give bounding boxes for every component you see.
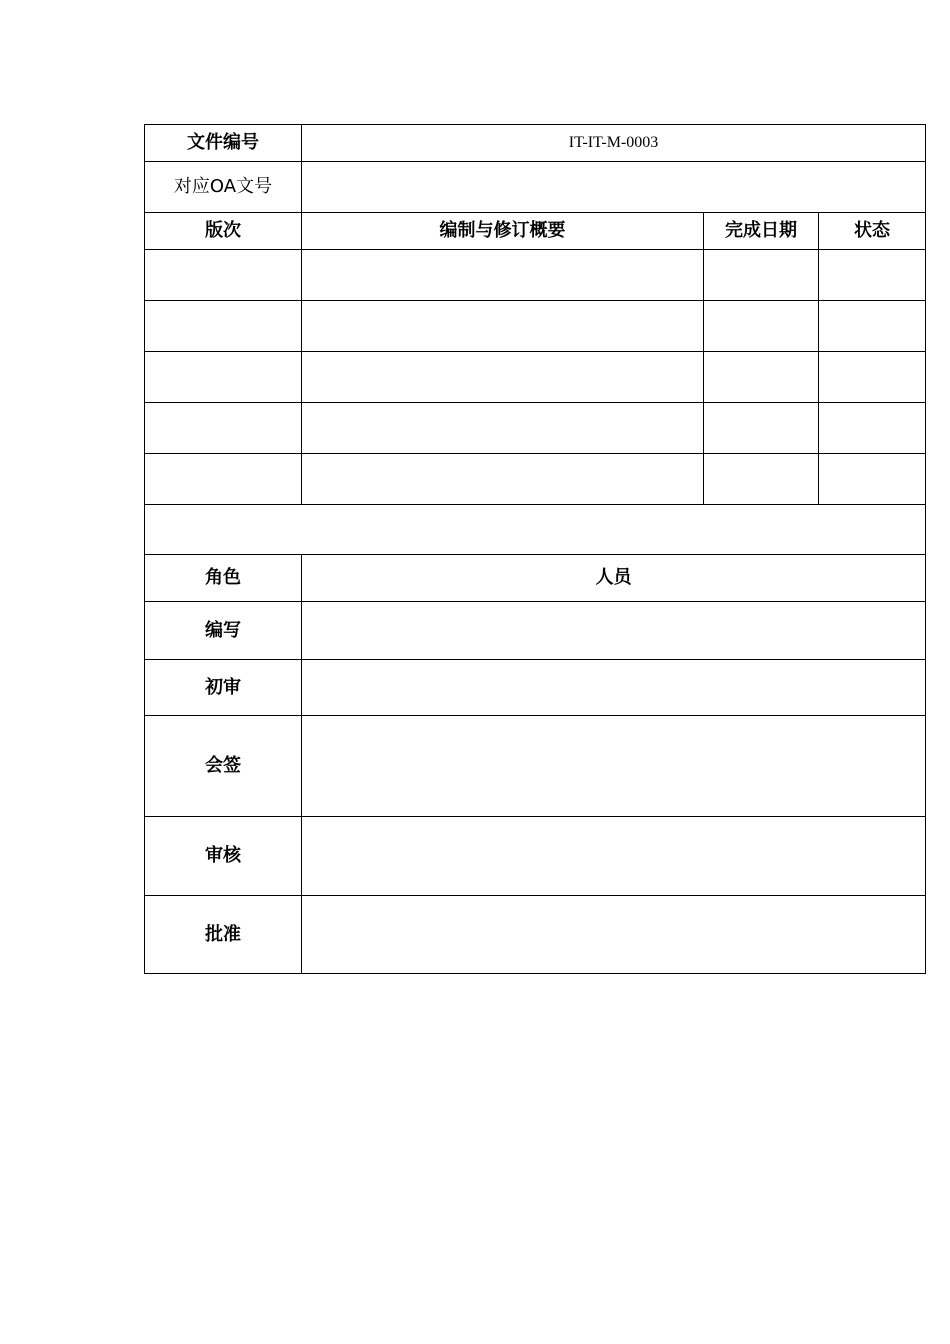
personnel-cell (302, 817, 926, 896)
version-header: 版次 (145, 213, 302, 250)
oa-number-value (302, 162, 926, 213)
version-cell (145, 250, 302, 301)
revision-row (145, 250, 926, 301)
status-cell (819, 352, 926, 403)
approval-header-row (145, 555, 926, 602)
personnel-cell (302, 716, 926, 817)
oa-number-label: 对应OA文号 (145, 162, 302, 213)
personnel-cell (302, 660, 926, 716)
completion-date-cell (704, 301, 819, 352)
status-cell (819, 403, 926, 454)
approval-row-countersign (145, 716, 926, 817)
role-header: 角色 (145, 555, 302, 602)
revision-row (145, 454, 926, 505)
status-header: 状态 (819, 213, 926, 250)
revision-row (145, 352, 926, 403)
completion-date-cell (704, 352, 819, 403)
role-cell: 初审 (145, 660, 302, 716)
personnel-cell (302, 896, 926, 974)
summary-cell (302, 250, 704, 301)
document-control-table (144, 124, 926, 974)
version-cell (145, 352, 302, 403)
spacer-cell (145, 505, 926, 555)
personnel-cell (302, 602, 926, 660)
summary-cell (302, 454, 704, 505)
revision-header-row (145, 213, 926, 250)
summary-cell (302, 301, 704, 352)
completion-date-header: 完成日期 (704, 213, 819, 250)
completion-date-cell (704, 403, 819, 454)
revision-row (145, 403, 926, 454)
summary-cell (302, 352, 704, 403)
summary-header: 编制与修订概要 (302, 213, 704, 250)
status-cell (819, 301, 926, 352)
summary-cell (302, 403, 704, 454)
approval-row-review (145, 817, 926, 896)
doc-number-label: 文件编号 (145, 125, 302, 162)
doc-number-value: IT-IT-M-0003 (302, 125, 926, 162)
status-cell (819, 250, 926, 301)
version-cell (145, 301, 302, 352)
version-cell (145, 403, 302, 454)
revision-row (145, 301, 926, 352)
spacer-row (145, 505, 926, 555)
role-cell: 会签 (145, 716, 302, 817)
completion-date-cell (704, 250, 819, 301)
role-cell: 编写 (145, 602, 302, 660)
role-cell: 批准 (145, 896, 302, 974)
version-cell (145, 454, 302, 505)
completion-date-cell (704, 454, 819, 505)
personnel-header: 人员 (302, 555, 926, 602)
role-cell: 审核 (145, 817, 302, 896)
doc-number-row (145, 125, 926, 162)
approval-row-approve (145, 896, 926, 974)
status-cell (819, 454, 926, 505)
approval-row-author (145, 602, 926, 660)
approval-row-preliminary-review (145, 660, 926, 716)
oa-number-row (145, 162, 926, 213)
